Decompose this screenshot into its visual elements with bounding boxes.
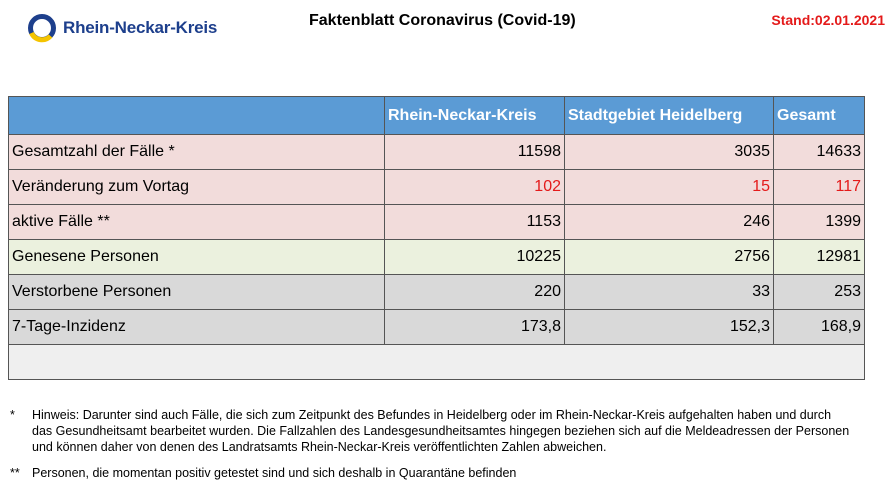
cell-rnk: 1153 <box>385 205 565 240</box>
cell-heidelberg: 33 <box>565 275 774 310</box>
cell-heidelberg: 15 <box>565 170 774 205</box>
empty-cell <box>9 345 865 380</box>
logo <box>27 10 217 46</box>
table-header-row <box>9 97 865 135</box>
cell-rnk: 10225 <box>385 240 565 275</box>
logo-text: Rhein-Neckar-Kreis <box>63 18 218 37</box>
footnote-1 <box>10 407 850 455</box>
footnote-1-mark: * <box>10 408 15 422</box>
table-row <box>9 170 865 205</box>
cell-rnk: 173,8 <box>385 310 565 345</box>
column-header-rnk: Rhein-Neckar-Kreis <box>385 97 565 135</box>
column-header-label <box>9 97 385 135</box>
cell-gesamt: 168,9 <box>774 310 865 345</box>
cell-rnk: 220 <box>385 275 565 310</box>
footnote-2 <box>10 465 850 481</box>
row-label: Genesene Personen <box>9 240 385 275</box>
table-row <box>9 310 865 345</box>
logo-circle-icon <box>27 13 57 43</box>
footnotes <box>10 407 850 481</box>
cell-gesamt: 14633 <box>774 135 865 170</box>
cell-heidelberg: 152,3 <box>565 310 774 345</box>
row-label: aktive Fälle ** <box>9 205 385 240</box>
table-row <box>9 205 865 240</box>
facts-table <box>8 96 865 380</box>
cell-gesamt: 117 <box>774 170 865 205</box>
row-label: Verstorbene Personen <box>9 275 385 310</box>
footnote-1-text: Hinweis: Darunter sind auch Fälle, die sich zum Zeitpunkt des Befundes in Heidelberg oder im Rhein-Neckar-Kreis aufgehalten haben und durch das Gesundheitsamt bearbeitet wurden. Die Fallzahlen des Landesgesundheitsamtes hingegen beziehen sich auf die Meldeadressen der Personen und können daher von denen des Landratsamts Rhein-Neckar-Kreis veröffentlichten Zahlen abweichen. <box>32 408 850 454</box>
column-header-gesamt: Gesamt <box>774 97 865 135</box>
table-empty-row <box>9 345 865 380</box>
cell-rnk: 102 <box>385 170 565 205</box>
table-row <box>9 275 865 310</box>
row-label: 7-Tage-Inzidenz <box>9 310 385 345</box>
row-label: Veränderung zum Vortag <box>9 170 385 205</box>
stand-date: Stand:02.01.2021 <box>771 12 885 28</box>
cell-gesamt: 253 <box>774 275 865 310</box>
column-header-heidelberg: Stadtgebiet Heidelberg <box>565 97 774 135</box>
cell-heidelberg: 3035 <box>565 135 774 170</box>
cell-rnk: 11598 <box>385 135 565 170</box>
cell-heidelberg: 246 <box>565 205 774 240</box>
table-row <box>9 240 865 275</box>
cell-gesamt: 1399 <box>774 205 865 240</box>
cell-heidelberg: 2756 <box>565 240 774 275</box>
page-title: Faktenblatt Coronavirus (Covid-19) <box>309 12 576 29</box>
cell-gesamt: 12981 <box>774 240 865 275</box>
footnote-2-text: Personen, die momentan positiv getestet sind und sich deshalb in Quarantäne befinden <box>32 466 517 480</box>
row-label: Gesamtzahl der Fälle * <box>9 135 385 170</box>
footnote-2-mark: ** <box>10 466 20 480</box>
table-row <box>9 135 865 170</box>
